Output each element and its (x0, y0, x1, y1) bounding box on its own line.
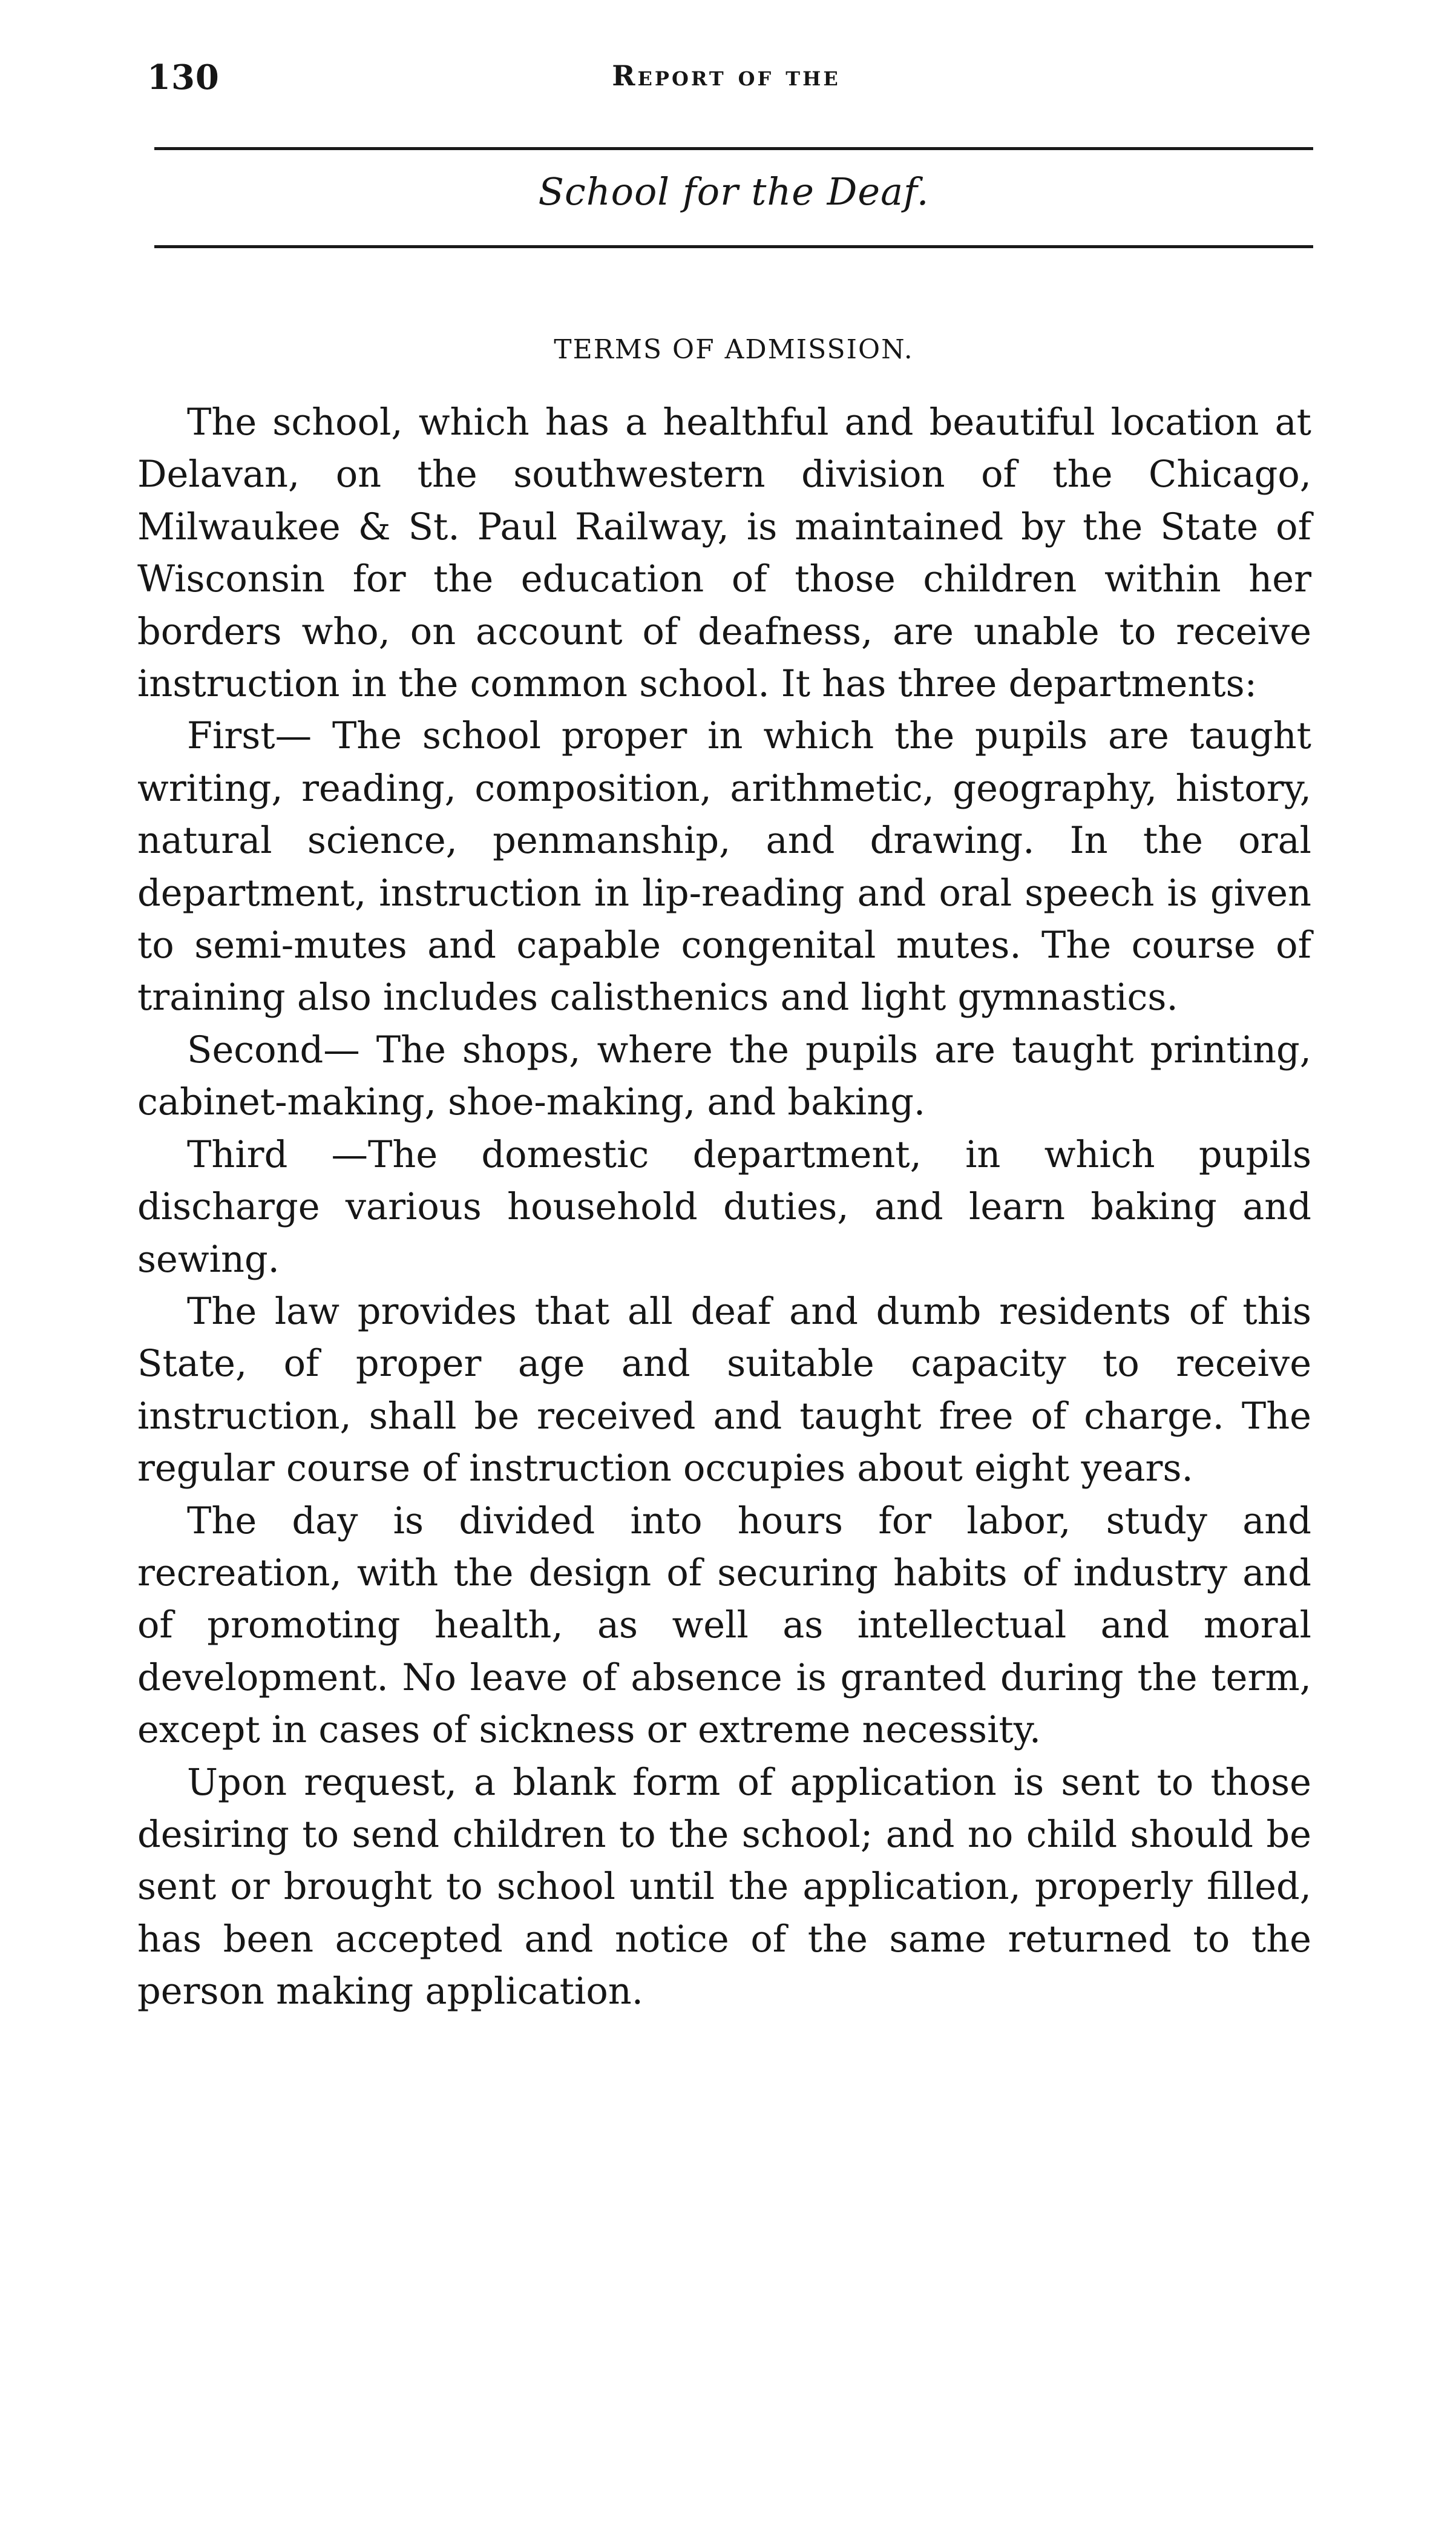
paragraph-intro: The school, which has a healthful and beautiful location at Delavan, on the southwestern division of the Chicago, Milwaukee & St. Paul Railway, is maintained by the State of Wisconsin for the education of those children within her borders who, on account of deafness, are unable to receive instruction in the common school. It has three departments: (137, 401, 1311, 706)
paragraph-law: The law provides that all deaf and dumb residents of this State, of proper age and suitable capacity to receive instruction, shall be received and taught free of charge. The regular course of instruction occupies about eight years. (137, 1290, 1311, 1490)
paragraph-third-department: Third —The domestic department, in which pupils discharge various household duties, and learn baking and sewing. (137, 1133, 1311, 1281)
running-head: Report of the (612, 59, 841, 92)
page-number: 130 (147, 58, 220, 97)
paragraph-second-department: Second— The shops, where the pupils are taught printing, cabinet-making, shoe-making, and baking. (137, 1028, 1311, 1124)
section-title: TERMS OF ADMISSION. (554, 334, 914, 365)
body-text (137, 396, 1311, 2018)
subhead: School for the Deaf. (538, 169, 930, 214)
paragraph-application: Upon request, a blank form of application is sent to those desiring to send children to the school; and no child should be sent or brought to school until the application, properly filled, has been accepted and notice of the same returned to the person making application. (137, 1761, 1311, 2013)
header-rule-top (154, 147, 1313, 150)
paragraph-daily-schedule: The day is divided into hours for labor, study and recreation, with the design of securing habits of industry and of promoting health, as well as intellectual and moral development. No leave of absence is granted during the term, except in cases of sickness or extreme necessity. (137, 1499, 1311, 1752)
header-rule-bottom (154, 245, 1313, 248)
paragraph-first-department: First— The school proper in which the pupils are taught writing, reading, composition, arithmetic, geography, history, natural science, penmanship, and drawing. In the oral department, instruction in lip-reading and oral speech is given to semi-mutes and capable congenital mutes. The course of training also includes calisthenics and light gymnastics. (137, 715, 1311, 1019)
